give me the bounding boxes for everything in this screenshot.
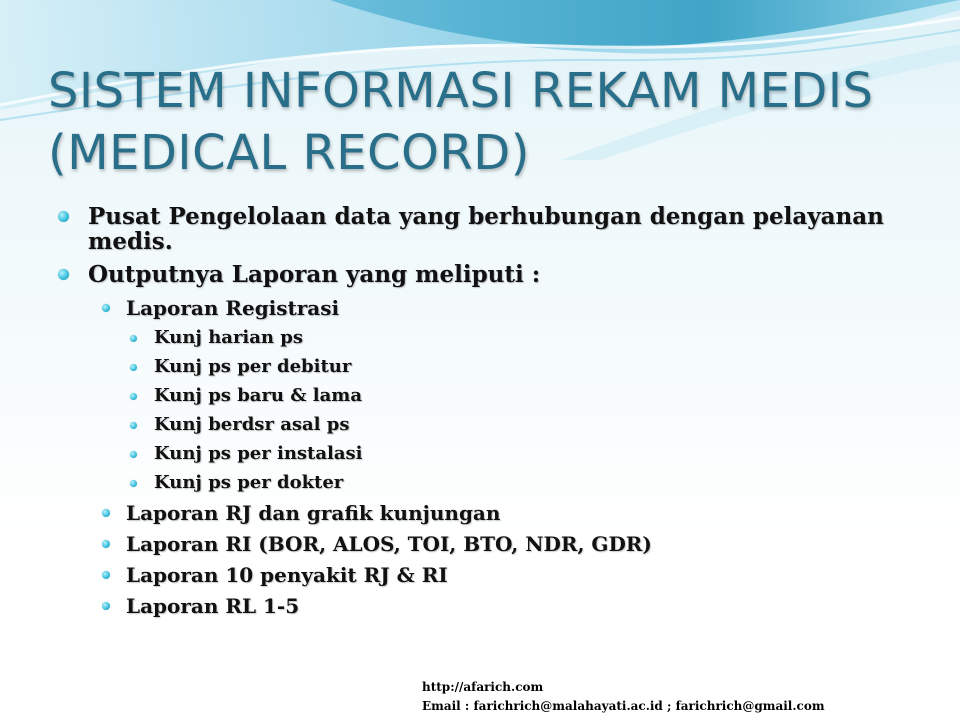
bullet-item-pusat xyxy=(56,204,916,254)
bullet-dot-icon xyxy=(58,211,69,222)
title-line-2: (MEDICAL RECORD) xyxy=(48,125,530,181)
bullet-dot-icon xyxy=(130,393,137,400)
footer-url-link[interactable]: http://afarich.com xyxy=(422,680,544,694)
bullet-text: Laporan RI (BOR, ALOS, TOI, BTO, NDR, GDR) xyxy=(126,532,652,556)
bullet-text: Laporan RL 1-5 xyxy=(126,594,300,618)
bullet-text: Laporan Registrasi xyxy=(126,296,340,320)
sub-bullet-item xyxy=(56,442,916,466)
bullet-text: Kunj ps per debitur xyxy=(154,356,352,377)
bullet-dot-icon xyxy=(102,571,110,579)
bullet-text: Kunj harian ps xyxy=(154,327,304,348)
bullet-text: Kunj berdsr asal ps xyxy=(154,414,350,435)
bullet-text: Kunj ps per instalasi xyxy=(154,443,363,464)
bullet-dot-icon xyxy=(102,509,110,517)
footer-contact xyxy=(422,678,825,716)
bullet-dot-icon xyxy=(130,451,137,458)
bullet-dot-icon xyxy=(130,364,137,371)
bullet-dot-icon xyxy=(102,540,110,548)
bullet-item-laporan-ri xyxy=(56,531,916,557)
sub-bullet-item xyxy=(56,384,916,408)
bullet-dot-icon xyxy=(130,480,137,487)
sub-bullet-item xyxy=(56,326,916,350)
bullet-item-laporan-10-penyakit xyxy=(56,562,916,588)
bullet-dot-icon xyxy=(102,602,110,610)
bullet-item-laporan-registrasi xyxy=(56,295,916,321)
sub-bullet-item xyxy=(56,413,916,437)
bullet-item-laporan-rl xyxy=(56,593,916,619)
bullet-text: Pusat Pengelolaan data yang berhubungan dengan pelayanan medis. xyxy=(88,203,884,255)
bullet-text: Kunj ps baru & lama xyxy=(154,385,363,406)
bullet-item-laporan-rj xyxy=(56,500,916,526)
bullet-text: Laporan 10 penyakit RJ & RI xyxy=(126,563,448,587)
bullet-dot-icon xyxy=(130,422,137,429)
bullet-dot-icon xyxy=(130,335,137,342)
slide-title xyxy=(48,60,928,184)
bullet-list xyxy=(56,204,916,624)
bullet-item-output xyxy=(56,262,916,287)
bullet-text: Kunj ps per dokter xyxy=(154,472,344,493)
footer-email: Email : farichrich@malahayati.ac.id ; farichrich@gmail.com xyxy=(422,699,825,713)
bullet-dot-icon xyxy=(58,269,69,280)
bullet-text: Outputnya Laporan yang meliputi : xyxy=(88,261,541,288)
sub-bullet-item xyxy=(56,355,916,379)
bullet-dot-icon xyxy=(102,304,110,312)
sub-bullet-item xyxy=(56,471,916,495)
title-line-1: SISTEM INFORMASI REKAM MEDIS xyxy=(48,63,874,119)
bullet-text: Laporan RJ dan grafik kunjungan xyxy=(126,501,501,525)
